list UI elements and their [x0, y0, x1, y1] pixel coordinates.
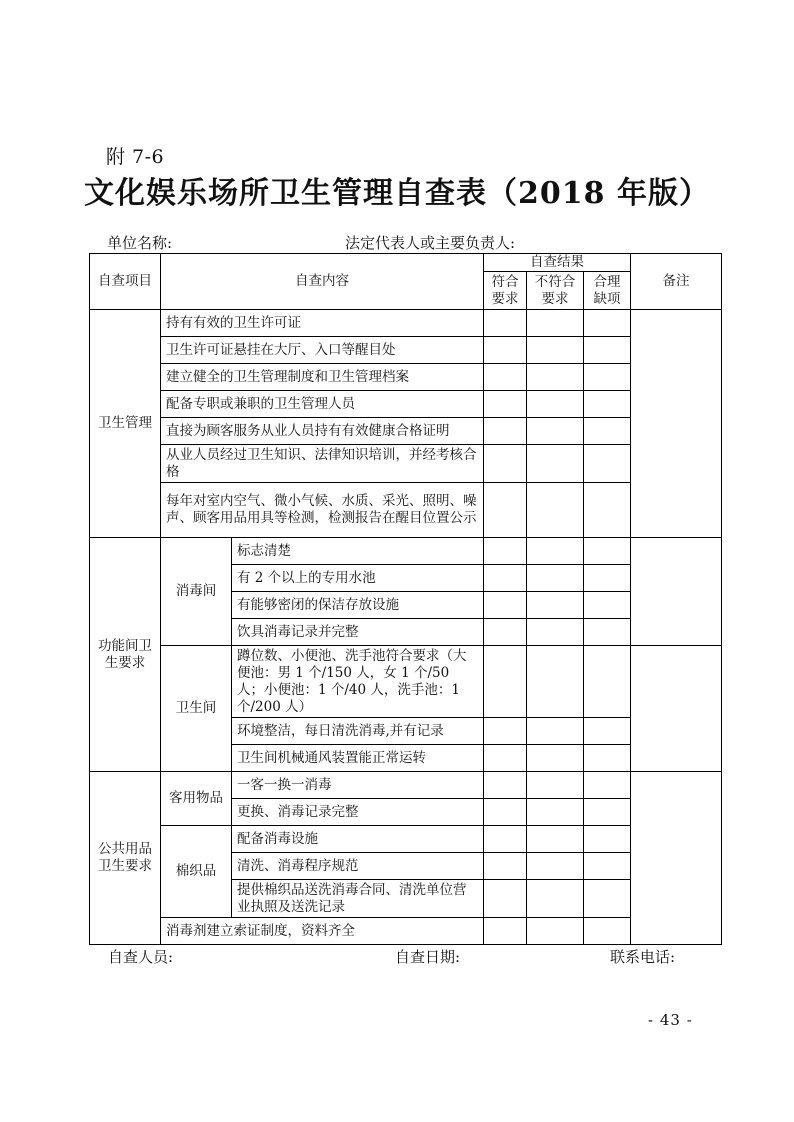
check-item: 持有有效的卫生许可证 [161, 310, 484, 337]
check-item: 有 2 个以上的专用水池 [232, 565, 484, 592]
cell-reasonable[interactable] [584, 538, 631, 565]
page-title: 文化娱乐场所卫生管理自查表（2018 年版） [84, 176, 710, 211]
cell-reasonable[interactable] [584, 646, 631, 718]
subsection-disinfection-room: 消毒间 [161, 538, 232, 646]
check-item: 消毒剂建立索证制度，资料齐全 [161, 918, 484, 945]
cell-reasonable[interactable] [584, 310, 631, 337]
check-item: 直接为顾客服务从业人员持有有效健康合格证明 [161, 418, 484, 445]
cell-conform[interactable] [484, 310, 527, 337]
cell-reasonable[interactable] [584, 918, 631, 945]
cell-reasonable[interactable] [584, 337, 631, 364]
check-item: 提供棉织品送洗消毒合同、清洗单位营业执照及送洗记录 [232, 880, 484, 918]
cell-conform[interactable] [484, 418, 527, 445]
cell-conform[interactable] [484, 445, 527, 483]
annex-number: 附 7-6 [106, 146, 165, 168]
cell-reasonable[interactable] [584, 592, 631, 619]
cell-conform[interactable] [484, 745, 527, 772]
check-item: 卫生许可证悬挂在大厅、入口等醒目处 [161, 337, 484, 364]
cell-reasonable[interactable] [584, 565, 631, 592]
check-item: 配备专职或兼职的卫生管理人员 [161, 391, 484, 418]
cell-nonconform[interactable] [527, 853, 584, 880]
inspection-date-label: 自查日期: [395, 948, 461, 966]
cell-reasonable[interactable] [584, 364, 631, 391]
cell-nonconform[interactable] [527, 772, 584, 799]
cell-conform[interactable] [484, 646, 527, 718]
unit-name-label: 单位名称: [107, 234, 173, 252]
cell-reasonable[interactable] [584, 853, 631, 880]
cell-note[interactable] [631, 538, 722, 646]
cell-reasonable[interactable] [584, 745, 631, 772]
cell-reasonable[interactable] [584, 445, 631, 483]
cell-nonconform[interactable] [527, 538, 584, 565]
check-item: 饮具消毒记录并完整 [232, 619, 484, 646]
cell-conform[interactable] [484, 538, 527, 565]
cell-conform[interactable] [484, 592, 527, 619]
cell-nonconform[interactable] [527, 337, 584, 364]
inspector-label: 自查人员: [108, 948, 174, 966]
check-item: 有能够密闭的保洁存放设施 [232, 592, 484, 619]
cell-reasonable[interactable] [584, 799, 631, 826]
section-public-goods: 公共用品卫生要求 [90, 772, 161, 945]
cell-conform[interactable] [484, 918, 527, 945]
header-nonconform: 不符合要求 [527, 272, 584, 310]
header-content: 自查内容 [161, 254, 484, 310]
check-item: 清洗、消毒程序规范 [232, 853, 484, 880]
cell-conform[interactable] [484, 826, 527, 853]
cell-nonconform[interactable] [527, 310, 584, 337]
cell-nonconform[interactable] [527, 483, 584, 538]
cell-reasonable[interactable] [584, 619, 631, 646]
cell-nonconform[interactable] [527, 364, 584, 391]
cell-nonconform[interactable] [527, 391, 584, 418]
cell-conform[interactable] [484, 483, 527, 538]
header-note: 备注 [631, 254, 722, 310]
section-function-room: 功能间卫生要求 [90, 538, 161, 772]
page-number: - 43 - [648, 1011, 693, 1029]
check-item: 更换、消毒记录完整 [232, 799, 484, 826]
cell-nonconform[interactable] [527, 880, 584, 918]
check-item: 蹲位数、小便池、洗手池符合要求（大便池：男 1 个/150 人，女 1 个/50 人；小便池：1 个/40 人，洗手池：1 个/200 人） [232, 646, 484, 718]
cell-conform[interactable] [484, 772, 527, 799]
legal-representative-label: 法定代表人或主要负责人: [345, 234, 516, 252]
cell-reasonable[interactable] [584, 418, 631, 445]
self-inspection-table [89, 253, 722, 945]
cell-note[interactable] [631, 646, 722, 772]
cell-conform[interactable] [484, 718, 527, 745]
cell-nonconform[interactable] [527, 619, 584, 646]
check-item: 标志清楚 [232, 538, 484, 565]
check-item: 一客一换一消毒 [232, 772, 484, 799]
check-item: 从业人员经过卫生知识、法律知识培训，并经考核合格 [161, 445, 484, 483]
header-reasonable: 合理缺项 [584, 272, 631, 310]
subsection-guest-items: 客用物品 [161, 772, 232, 826]
contact-phone-label: 联系电话: [610, 948, 676, 966]
cell-note[interactable] [631, 772, 722, 945]
cell-conform[interactable] [484, 853, 527, 880]
cell-reasonable[interactable] [584, 391, 631, 418]
cell-nonconform[interactable] [527, 799, 584, 826]
cell-conform[interactable] [484, 880, 527, 918]
cell-conform[interactable] [484, 337, 527, 364]
cell-nonconform[interactable] [527, 592, 584, 619]
cell-reasonable[interactable] [584, 718, 631, 745]
check-item: 卫生间机械通风装置能正常运转 [232, 745, 484, 772]
header-item: 自查项目 [90, 254, 161, 310]
cell-conform[interactable] [484, 364, 527, 391]
cell-nonconform[interactable] [527, 646, 584, 718]
cell-conform[interactable] [484, 619, 527, 646]
cell-reasonable[interactable] [584, 483, 631, 538]
check-item: 配备消毒设施 [232, 826, 484, 853]
cell-nonconform[interactable] [527, 718, 584, 745]
cell-conform[interactable] [484, 391, 527, 418]
cell-reasonable[interactable] [584, 772, 631, 799]
cell-reasonable[interactable] [584, 826, 631, 853]
subsection-toilet: 卫生间 [161, 646, 232, 772]
section-hygiene-management: 卫生管理 [90, 310, 161, 538]
check-item: 建立健全的卫生管理制度和卫生管理档案 [161, 364, 484, 391]
cell-conform[interactable] [484, 565, 527, 592]
cell-nonconform[interactable] [527, 918, 584, 945]
cell-nonconform[interactable] [527, 565, 584, 592]
header-conform: 符合要求 [484, 272, 527, 310]
cell-nonconform[interactable] [527, 745, 584, 772]
cell-nonconform[interactable] [527, 418, 584, 445]
cell-nonconform[interactable] [527, 445, 584, 483]
cell-note[interactable] [631, 310, 722, 538]
check-item: 环境整洁，每日清洗消毒,并有记录 [232, 718, 484, 745]
cell-reasonable[interactable] [584, 880, 631, 918]
header-result: 自查结果 [484, 254, 631, 272]
subsection-textiles: 棉织品 [161, 826, 232, 918]
cell-conform[interactable] [484, 799, 527, 826]
cell-nonconform[interactable] [527, 826, 584, 853]
check-item: 每年对室内空气、微小气候、水质、采光、照明、噪声、顾客用品用具等检测，检测报告在醒目位置公示 [161, 483, 484, 538]
